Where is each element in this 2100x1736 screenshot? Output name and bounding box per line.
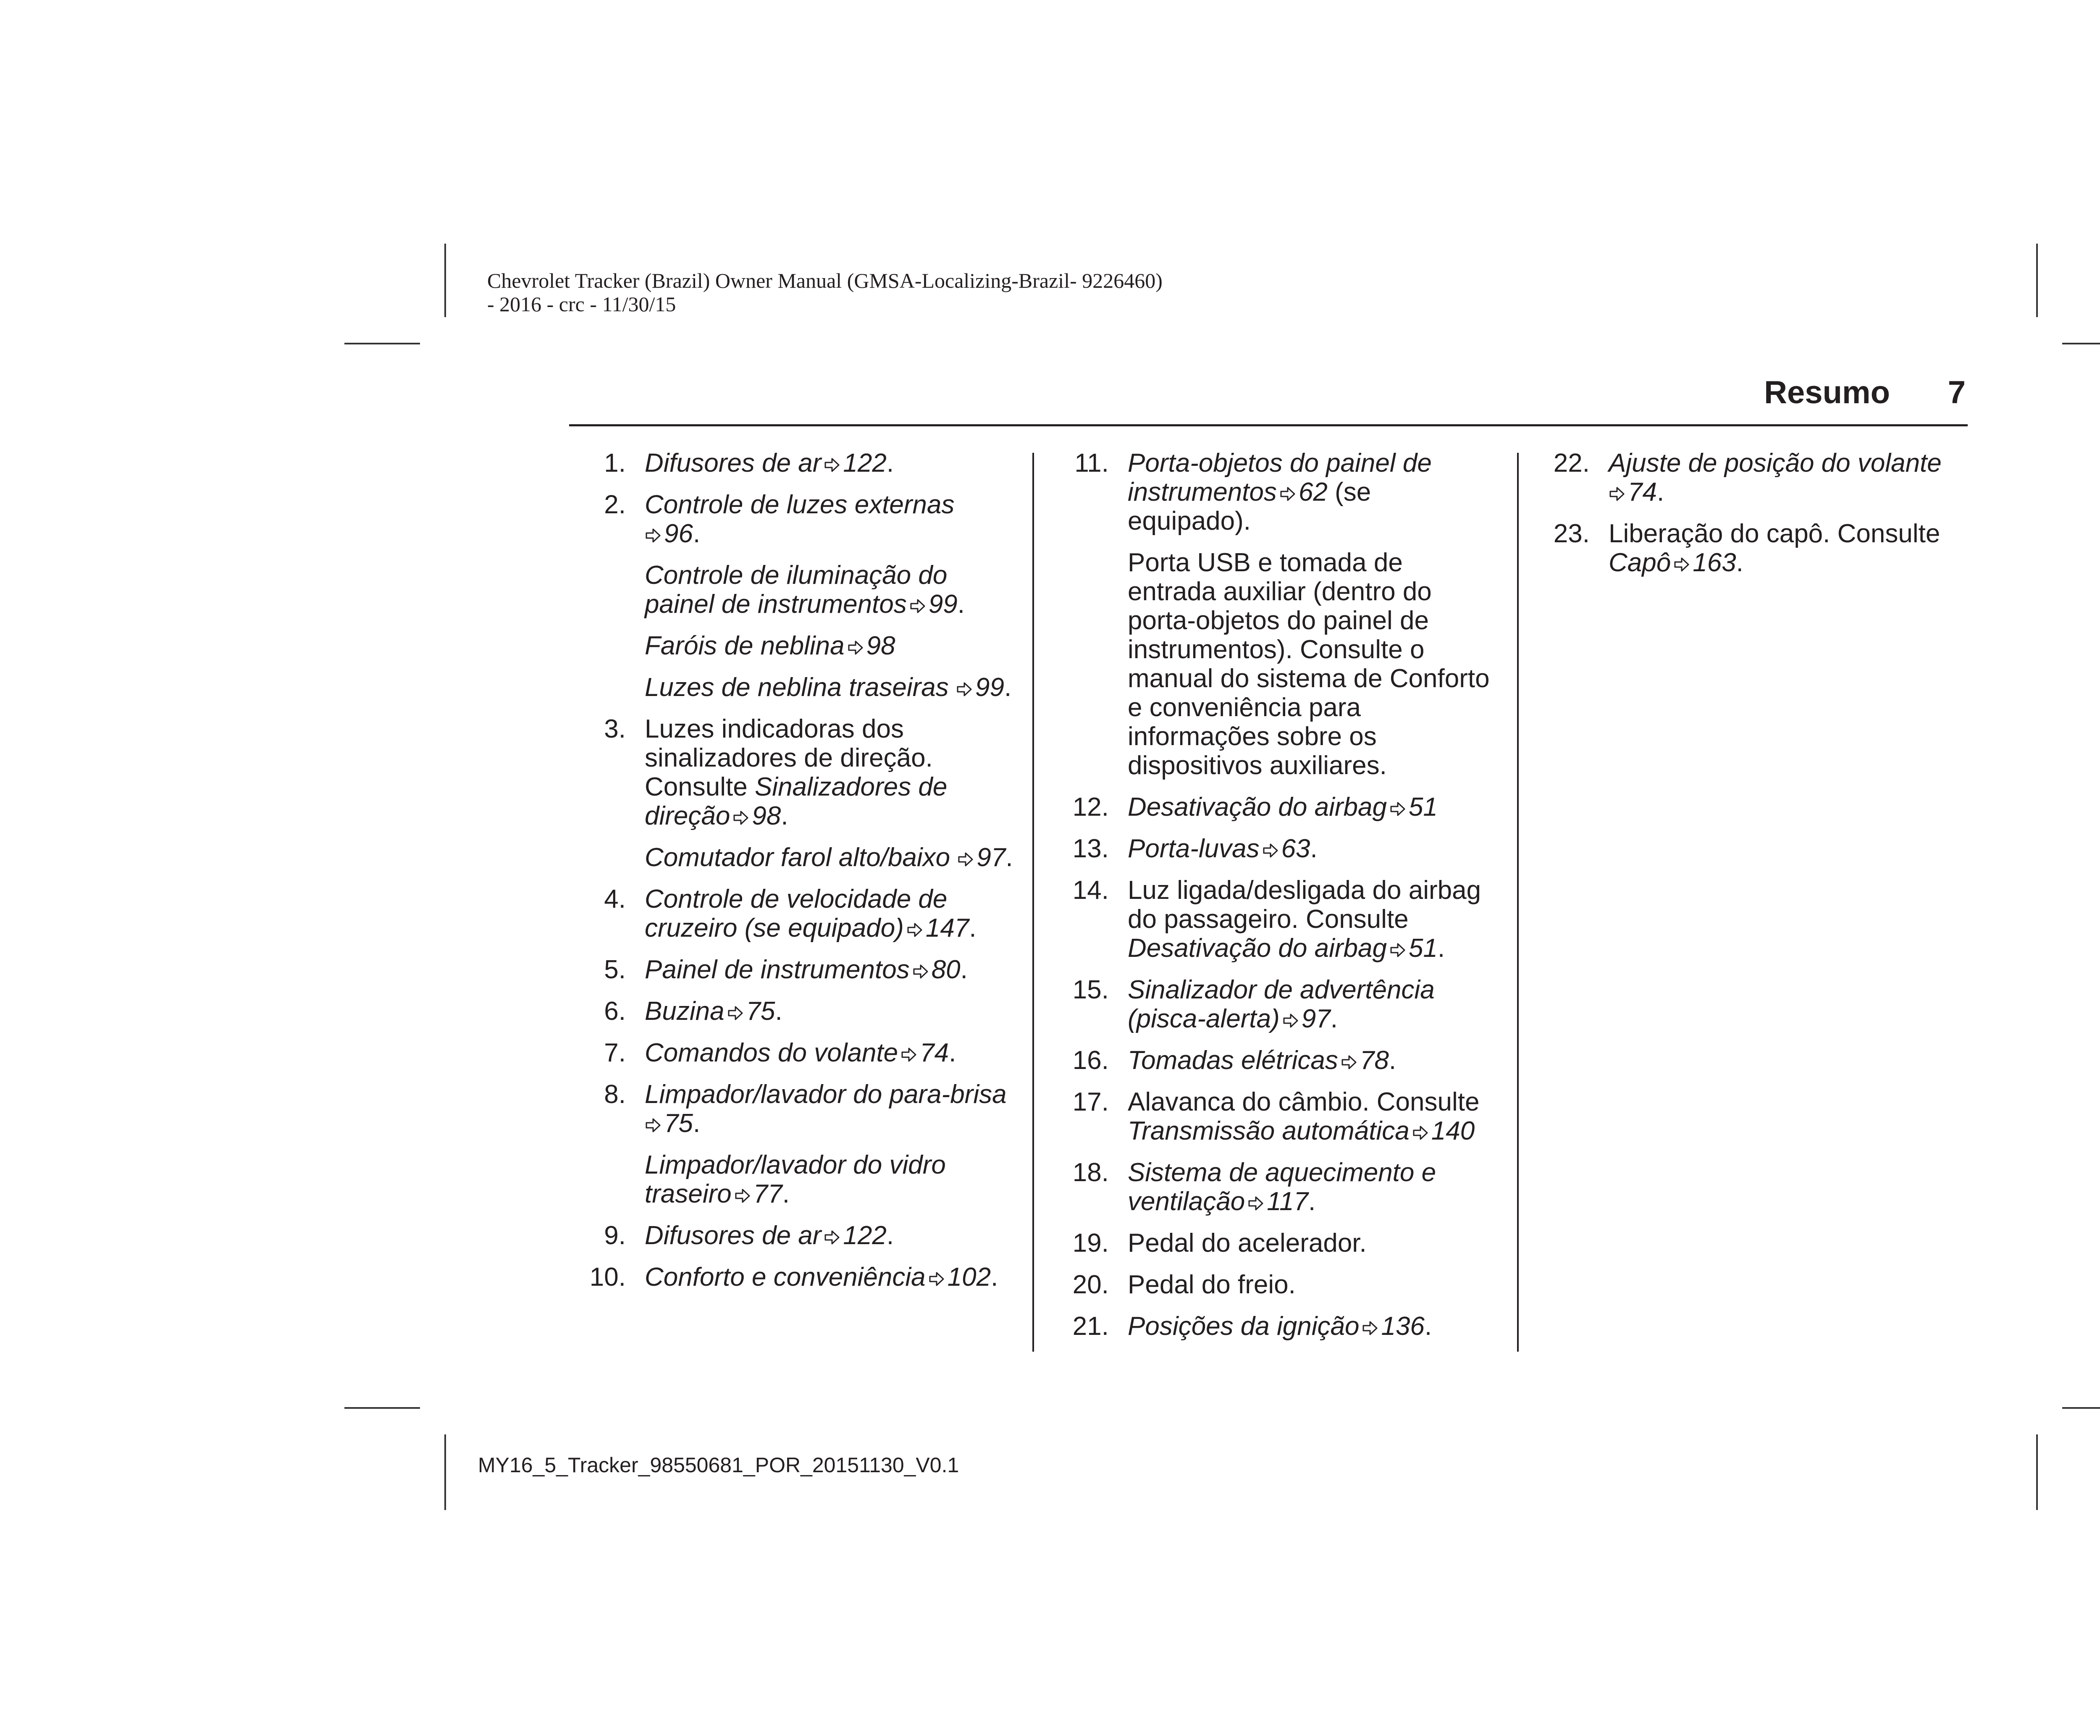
page-reference-arrow-icon	[1673, 556, 1690, 573]
item-number: 19.	[1072, 1229, 1109, 1258]
list-item	[569, 1263, 1018, 1292]
list-item	[1052, 1046, 1493, 1075]
page-reference-arrow-icon	[732, 809, 749, 826]
item-title[interactable]: Sistema de aquecimento e	[1128, 1158, 1436, 1187]
item-number: 15.	[1072, 975, 1109, 1004]
page-ref[interactable]: 122	[843, 449, 887, 478]
list-item	[569, 955, 1018, 984]
item-title[interactable]: ventilação	[1128, 1187, 1245, 1216]
page-ref[interactable]: 163	[1693, 548, 1736, 577]
item-title[interactable]: Luzes de neblina traseiras	[645, 673, 949, 702]
item-number: 11.	[1074, 449, 1109, 478]
crop-mark	[444, 244, 446, 317]
document-meta-header	[487, 269, 1163, 316]
list-item	[569, 1221, 1018, 1250]
page-reference-arrow-icon	[1412, 1124, 1429, 1141]
page-reference-arrow-icon	[824, 457, 840, 473]
item-title[interactable]: Controle de velocidade de	[645, 885, 948, 914]
list-item	[1052, 449, 1493, 536]
page-ref[interactable]: 78	[1360, 1046, 1389, 1075]
list-subitem	[1128, 548, 1493, 780]
item-title[interactable]: Buzina	[645, 997, 724, 1026]
punct: .	[1330, 1004, 1338, 1033]
item-text: entrada auxiliar (dentro do	[1128, 577, 1432, 606]
list-item	[1533, 519, 1970, 577]
crop-mark	[344, 343, 420, 344]
column-divider	[1517, 453, 1519, 1352]
item-link[interactable]: Desativação do airbag	[1128, 934, 1387, 963]
page-ref[interactable]: 136	[1381, 1312, 1425, 1341]
punct: .	[1736, 548, 1743, 577]
column-2	[1052, 449, 1493, 1353]
list-item	[1052, 1229, 1493, 1258]
item-title[interactable]: traseiro	[645, 1179, 732, 1208]
item-text: Luzes indicadoras dos	[645, 714, 904, 743]
crop-mark	[2036, 244, 2038, 317]
item-number: 23.	[1553, 519, 1590, 548]
page-ref[interactable]: 75	[664, 1109, 693, 1138]
punct: .	[1424, 1312, 1432, 1341]
list-subitem	[645, 673, 1018, 702]
punct: .	[960, 955, 968, 984]
item-text: (se	[1327, 478, 1371, 507]
document-footer-id: MY16_5_Tracker_98550681_POR_20151130_V0.1	[478, 1453, 959, 1477]
item-title[interactable]: Controle de luzes externas	[645, 490, 955, 519]
item-title[interactable]: Tomadas elétricas	[1128, 1046, 1338, 1075]
punct: .	[1389, 1046, 1396, 1075]
punct: .	[886, 449, 894, 478]
punct: .	[1656, 478, 1664, 507]
punct: .	[693, 1109, 701, 1138]
item-title[interactable]: Conforto e conveniência	[645, 1263, 926, 1292]
page-number: 7	[1948, 375, 1966, 410]
punct: .	[775, 997, 782, 1026]
item-title[interactable]: Faróis de neblina	[645, 631, 845, 660]
page-ref[interactable]: 122	[843, 1221, 887, 1250]
page-ref[interactable]: 147	[925, 914, 969, 943]
item-link[interactable]: Sinalizadores de	[754, 772, 948, 801]
item-number: 21.	[1072, 1312, 1109, 1341]
punct: .	[781, 801, 788, 830]
item-title[interactable]: Comutador farol alto/baixo	[645, 843, 950, 872]
item-number: 10.	[589, 1263, 626, 1292]
page-ref[interactable]: 74	[1628, 478, 1657, 507]
page-reference-arrow-icon	[1341, 1054, 1357, 1071]
page-reference-arrow-icon	[645, 527, 662, 544]
page-reference-arrow-icon	[727, 1005, 744, 1022]
item-text: informações sobre os	[1128, 722, 1377, 751]
punct: .	[1005, 843, 1013, 872]
page-reference-arrow-icon	[956, 681, 973, 698]
punct: .	[1004, 673, 1012, 702]
list-item	[1533, 449, 1970, 507]
item-number: 2.	[604, 490, 626, 519]
meta-line-1: Chevrolet Tracker (Brazil) Owner Manual (GMSA-Localizing-Brazil- 9226460)	[487, 269, 1163, 292]
punct: .	[949, 1038, 956, 1067]
page-ref[interactable]: 98	[866, 631, 895, 660]
page-reference-arrow-icon	[1279, 486, 1296, 502]
item-text: sinalizadores de direção.	[645, 743, 933, 772]
page-ref[interactable]: 99	[975, 673, 1004, 702]
list-item	[1052, 876, 1493, 963]
item-title[interactable]: Difusores de ar	[645, 449, 822, 478]
page-reference-arrow-icon	[928, 1271, 945, 1287]
item-title[interactable]: Ajuste de posição do volante	[1609, 449, 1942, 478]
item-text: dispositivos auxiliares.	[1128, 751, 1387, 780]
list-item	[569, 1080, 1018, 1138]
list-item	[1052, 1158, 1493, 1216]
list-item	[1052, 1270, 1493, 1299]
item-number: 18.	[1072, 1158, 1109, 1187]
page-ref[interactable]: 77	[753, 1179, 782, 1208]
list-item	[569, 449, 1018, 478]
item-number: 1.	[604, 449, 626, 478]
item-link[interactable]: direção	[645, 801, 730, 830]
page-reference-arrow-icon	[1262, 842, 1279, 859]
page-reference-arrow-icon	[824, 1229, 840, 1246]
item-title[interactable]: Limpador/lavador do vidro	[645, 1150, 946, 1179]
item-link[interactable]: Transmissão automática	[1128, 1116, 1410, 1145]
page-reference-arrow-icon	[912, 963, 929, 980]
item-number: 12.	[1072, 793, 1109, 822]
list-subitem	[645, 631, 1018, 660]
crop-mark	[444, 1434, 446, 1510]
section-title: Resumo	[1764, 375, 1890, 410]
list-item	[569, 1038, 1018, 1067]
item-number: 3.	[604, 714, 626, 743]
page-reference-arrow-icon	[1247, 1195, 1264, 1212]
list-subitem	[645, 843, 1018, 872]
crop-mark	[2062, 1407, 2100, 1409]
item-text: Alavanca do câmbio. Consulte	[1128, 1087, 1480, 1116]
item-title[interactable]: Comandos do volante	[645, 1038, 898, 1067]
crop-mark	[2062, 343, 2100, 344]
punct: .	[991, 1263, 998, 1292]
page-reference-arrow-icon	[906, 922, 923, 938]
item-text: Liberação do capô. Consulte	[1609, 519, 1940, 548]
page-ref[interactable]: 96	[664, 519, 693, 548]
punct: .	[957, 590, 965, 619]
item-link[interactable]: Capô	[1609, 548, 1671, 577]
meta-line-2: - 2016 - crc - 11/30/15	[487, 292, 676, 316]
page-reference-arrow-icon	[1282, 1012, 1299, 1029]
item-number: 22.	[1553, 449, 1590, 478]
item-text: Porta USB e tomada de	[1128, 548, 1403, 577]
page-ref[interactable]: 51	[1408, 934, 1438, 963]
item-text: e conveniência para	[1128, 693, 1361, 722]
page-reference-arrow-icon	[734, 1187, 751, 1204]
list-item	[1052, 834, 1493, 863]
list-item	[569, 490, 1018, 548]
list-item	[569, 885, 1018, 943]
item-title[interactable]: Limpador/lavador do para-brisa	[645, 1080, 1007, 1109]
item-number: 16.	[1072, 1046, 1109, 1075]
item-text: Luz ligada/desligada do airbag	[1128, 876, 1481, 905]
item-title[interactable]: Porta-objetos do painel de	[1128, 449, 1432, 478]
item-title[interactable]: Painel de instrumentos	[645, 955, 910, 984]
column-divider	[1032, 453, 1034, 1352]
page-reference-arrow-icon	[1609, 486, 1625, 502]
page-reference-arrow-icon	[909, 598, 926, 615]
item-title[interactable]: Controle de iluminação do	[645, 561, 948, 590]
item-text: Pedal do acelerador.	[1128, 1229, 1367, 1258]
list-subitem	[645, 561, 1018, 619]
page-reference-arrow-icon	[645, 1117, 662, 1134]
list-item	[569, 714, 1018, 830]
page-reference-arrow-icon	[847, 639, 864, 656]
item-text: porta-objetos do painel de	[1128, 606, 1429, 635]
item-text: equipado).	[1128, 507, 1251, 536]
page-ref[interactable]: 63	[1281, 834, 1310, 863]
punct: .	[1308, 1187, 1316, 1216]
item-number: 6.	[604, 997, 626, 1026]
item-number: 14.	[1072, 876, 1109, 905]
item-number: 7.	[604, 1038, 626, 1067]
column-1	[569, 449, 1018, 1304]
item-title[interactable]: cruzeiro (se equipado)	[645, 914, 904, 943]
page-ref[interactable]: 62	[1298, 478, 1328, 507]
item-number: 20.	[1072, 1270, 1109, 1299]
list-item	[569, 997, 1018, 1026]
page-reference-arrow-icon	[1362, 1320, 1378, 1337]
list-item	[1052, 975, 1493, 1033]
item-number: 9.	[604, 1221, 626, 1250]
punct: .	[782, 1179, 790, 1208]
item-text: Consulte	[645, 772, 755, 801]
page-ref[interactable]: 80	[931, 955, 961, 984]
crop-mark	[344, 1407, 420, 1409]
column-3	[1533, 449, 1970, 590]
punct: .	[969, 914, 976, 943]
item-title[interactable]: painel de instrumentos	[645, 590, 907, 619]
item-title[interactable]: (pisca-alerta)	[1128, 1004, 1280, 1033]
crop-mark	[2036, 1434, 2038, 1510]
item-number: 13.	[1072, 834, 1109, 863]
item-title[interactable]: Porta-luvas	[1128, 834, 1260, 863]
page-reference-arrow-icon	[900, 1046, 917, 1063]
item-number: 4.	[604, 885, 626, 914]
page-ref[interactable]: 97	[1301, 1004, 1331, 1033]
item-number: 8.	[604, 1080, 626, 1109]
page-ref[interactable]: 98	[752, 801, 781, 830]
item-text: instrumentos). Consulte o	[1128, 635, 1425, 664]
punct: .	[693, 519, 701, 548]
punct: .	[1310, 834, 1318, 863]
page-ref[interactable]: 51	[1408, 793, 1438, 822]
page-ref[interactable]: 97	[976, 843, 1006, 872]
item-title[interactable]: instrumentos	[1128, 478, 1277, 507]
page-ref[interactable]: 99	[928, 590, 958, 619]
punct: .	[886, 1221, 894, 1250]
list-item	[1052, 1312, 1493, 1341]
page-ref[interactable]: 75	[746, 997, 775, 1026]
item-text: Pedal do freio.	[1128, 1270, 1296, 1299]
item-title[interactable]: Sinalizador de advertência	[1128, 975, 1435, 1004]
item-text: do passageiro. Consulte	[1128, 905, 1409, 934]
page-ref[interactable]: 102	[947, 1263, 991, 1292]
list-item	[1052, 1087, 1493, 1145]
list-item	[1052, 793, 1493, 822]
item-title[interactable]: Posições da ignição	[1128, 1312, 1360, 1341]
page-ref[interactable]: 140	[1431, 1116, 1475, 1145]
item-number: 17.	[1072, 1087, 1109, 1116]
item-title[interactable]: Difusores de ar	[645, 1221, 822, 1250]
page-reference-arrow-icon	[1389, 801, 1406, 817]
item-number: 5.	[604, 955, 626, 984]
item-title[interactable]: Desativação do airbag	[1128, 793, 1387, 822]
page-reference-arrow-icon	[1389, 942, 1406, 959]
header-rule	[569, 424, 1968, 426]
item-text: manual do sistema de Conforto	[1128, 664, 1490, 693]
page-reference-arrow-icon	[957, 851, 974, 868]
page-ref[interactable]: 117	[1267, 1187, 1309, 1216]
list-subitem	[645, 1150, 1018, 1208]
page-ref[interactable]: 74	[920, 1038, 949, 1067]
punct: .	[1437, 934, 1445, 963]
